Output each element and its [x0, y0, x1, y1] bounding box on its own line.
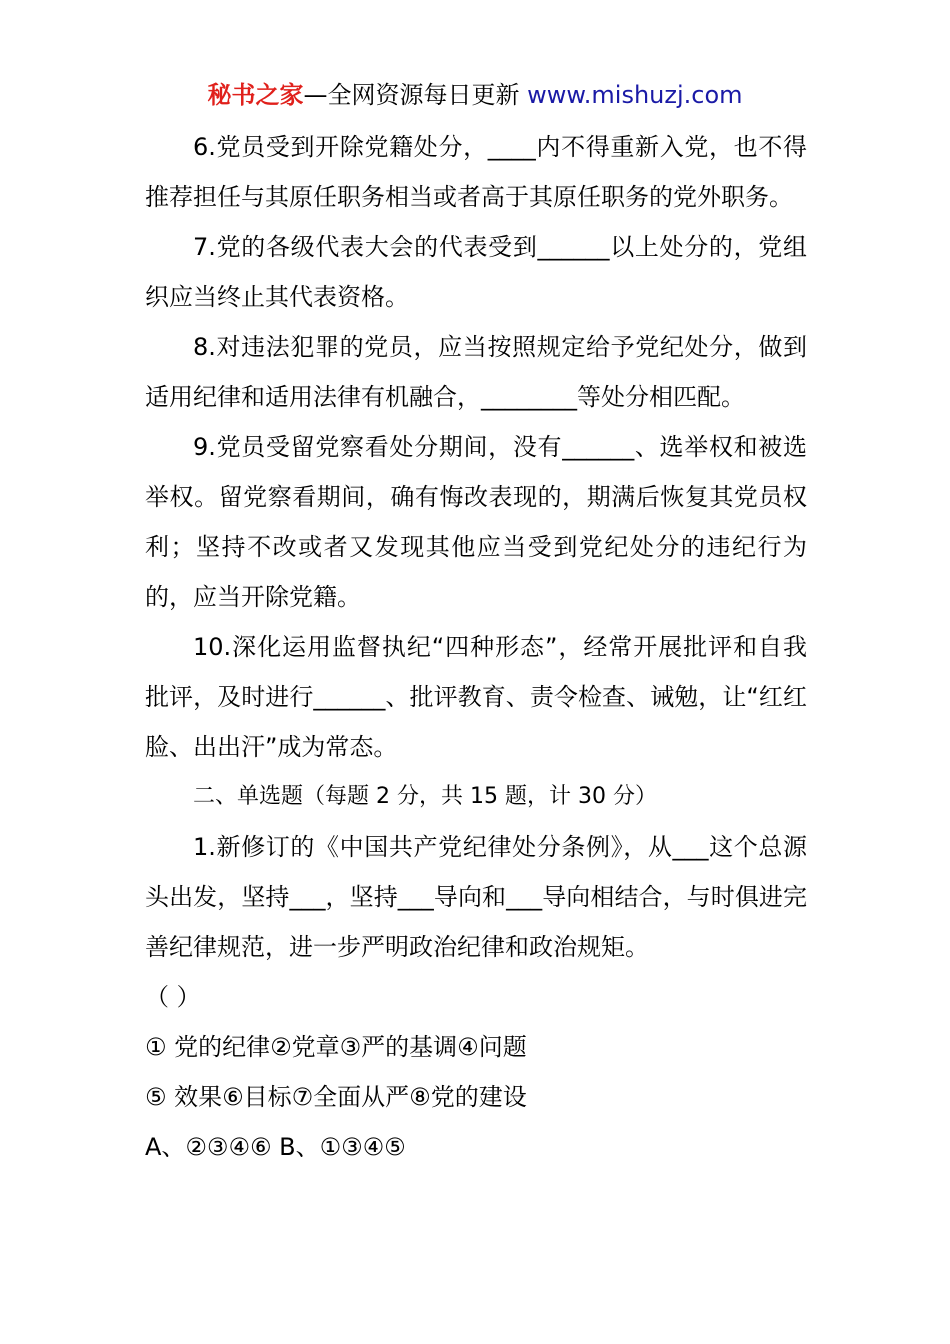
brand-name: 秘书之家 — [207, 81, 304, 109]
site-url[interactable]: www.mishuzj.com — [527, 81, 743, 109]
site-header — [0, 78, 950, 112]
question-10: 10.深化运用监督执纪“四种形态”，经常开展批评和自我批评，及时进行______、批评教育、责令检查、诫勉，让“红红脸、出出汗”成为常态。 — [145, 633, 807, 761]
mc-question-1-items-line-2: ⑤ 效果⑥目标⑦全面从严⑧党的建设 — [145, 1083, 527, 1111]
document-body — [145, 122, 807, 1172]
question-8: 8.对违法犯罪的党员，应当按照规定给予党纪处分，做到适用纪律和适用法律有机融合，________等处分相匹配。 — [145, 333, 807, 411]
mc-question-1-options-line: A、②③④⑥ B、①③④⑤ — [145, 1133, 406, 1161]
section-title-single-choice: 二、单选题（每题 2 分，共 15 题，计 30 分） — [193, 784, 657, 809]
mc-question-1-items-line-1: ① 党的纪律②党章③严的基调④问题 — [145, 1033, 527, 1061]
question-7: 7.党的各级代表大会的代表受到______以上处分的，党组织应当终止其代表资格。 — [145, 233, 807, 311]
mc-question-1-answer-paren: （ ） — [145, 983, 201, 1011]
mc-question-1-stem: 1.新修订的《中国共产党纪律处分条例》，从___这个总源头出发，坚持___，坚持___导向和___导向相结合，与时俱进完善纪律规范，进一步严明政治纪律和政治规矩。 — [145, 833, 807, 961]
question-6: 6.党员受到开除党籍处分，____内不得重新入党，也不得推荐担任与其原任职务相当或者高于其原任职务的党外职务。 — [145, 133, 807, 211]
header-tagline: —全网资源每日更新 — [303, 81, 520, 109]
question-9: 9.党员受留党察看处分期间，没有______、选举权和被选举权。留党察看期间，确有悔改表现的，期满后恢复其党员权利；坚持不改或者又发现其他应当受到党纪处分的违纪行为的，应当开除党籍。 — [145, 433, 807, 611]
